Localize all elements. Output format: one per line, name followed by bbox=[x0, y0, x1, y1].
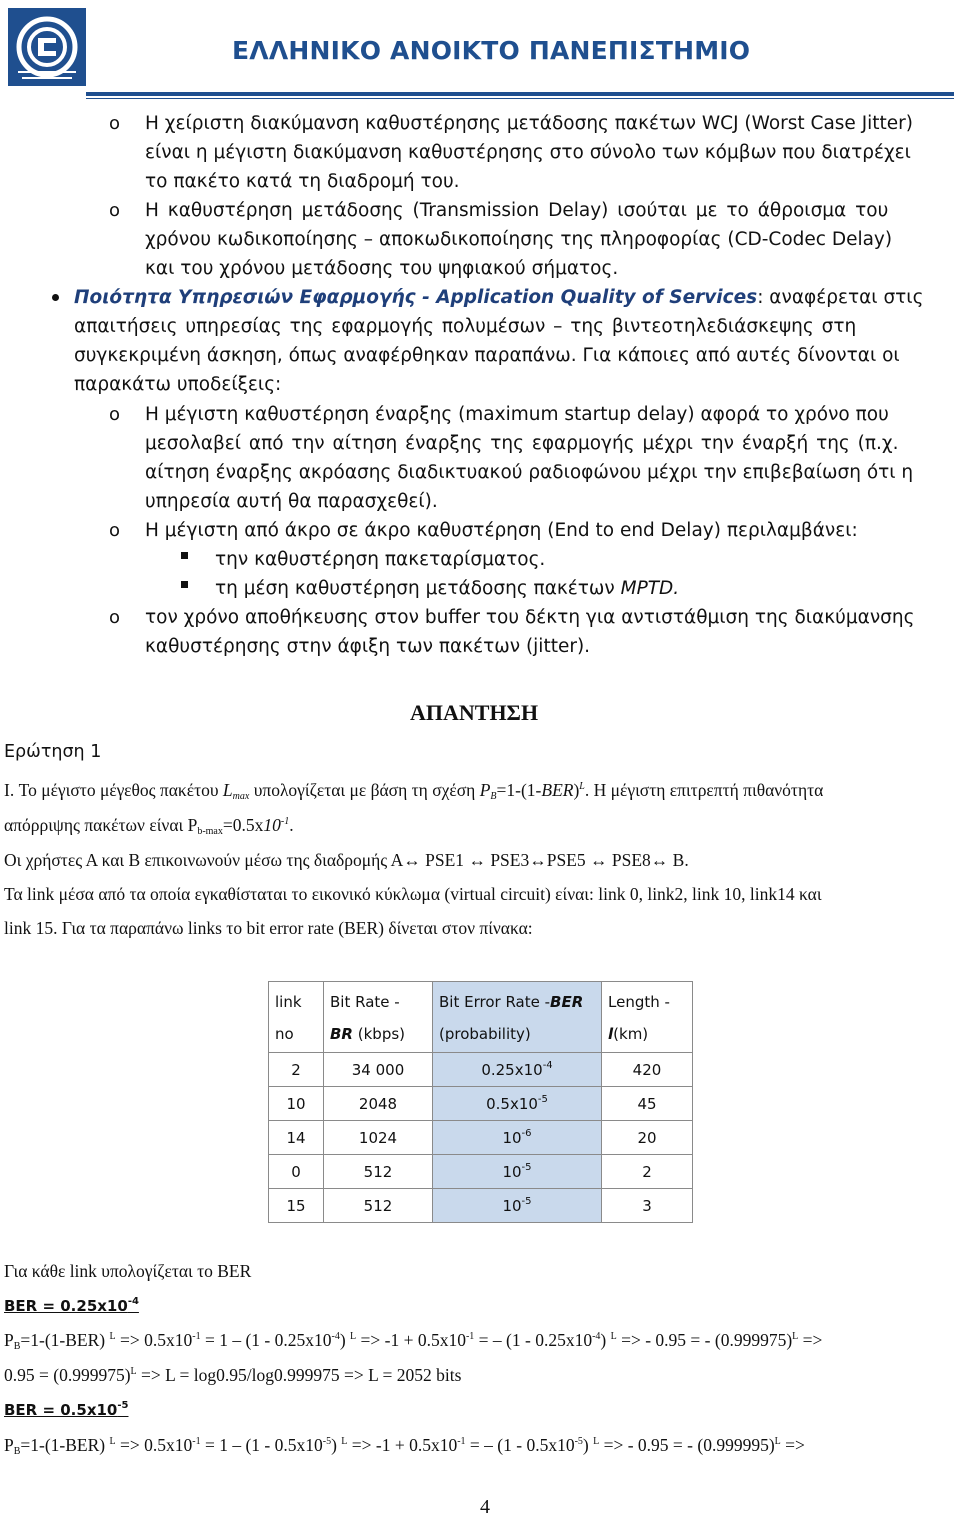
ber-heading-1 bbox=[4, 1292, 139, 1321]
ber-exp: -5 bbox=[521, 1195, 532, 1207]
cell-length: 2 bbox=[602, 1155, 693, 1189]
header-link-no bbox=[269, 982, 324, 1053]
header-text: Bit Rate - bbox=[330, 993, 400, 1011]
calc-line-1: $P_B=1-(1-BER) ^L => 0.5x10^{-1} = 1 - (1 - 0.25x10^{-4}) ^L => -1 + 0.5x10^{-1}$ = – $(1 - 0.25x10^{-4})$ $^L$ => - 0.95 = - $(0.999975)^L$ => bbox=[4, 1330, 823, 1352]
e2e-sub-2-text: τη μέση καθυστέρηση μετάδοσης πακέτων bbox=[215, 578, 621, 599]
table-row bbox=[269, 1087, 693, 1121]
table-row bbox=[269, 1189, 693, 1223]
p1-B: B bbox=[490, 791, 497, 802]
links-line-2: link 15. Για τα παραπάνω links το bit error rate (BER) δίνεται στον πίνακα: bbox=[4, 918, 533, 938]
ber-base: 10 bbox=[502, 1196, 522, 1215]
p1-text-e: . Η μέγιστη επιτρεπτή πιθανότητα bbox=[584, 780, 824, 800]
ber-base: 10 bbox=[502, 1162, 522, 1181]
p1-BER: BER bbox=[541, 780, 574, 800]
ber-heading-2 bbox=[4, 1396, 128, 1425]
header-divider bbox=[86, 92, 954, 96]
cell-bit-rate: 512 bbox=[324, 1155, 433, 1189]
calc-intro: Για κάθε link υπολογίζεται το BER bbox=[4, 1261, 252, 1281]
buffer-line-1: τον χρόνο αποθήκευσης στον buffer του δέκτη για αντιστάθμιση της διακύμανσης bbox=[145, 607, 915, 628]
cell-length: 420 bbox=[602, 1053, 693, 1087]
aq-line-1 bbox=[74, 283, 923, 312]
route-node: PSE1 bbox=[425, 850, 465, 870]
cell-bit-rate: 2048 bbox=[324, 1087, 433, 1121]
square-bullet bbox=[181, 581, 188, 588]
ber-heading-2-exp: -5 bbox=[117, 1400, 129, 1411]
header-text: (km) bbox=[613, 1025, 649, 1043]
aq-line-3: συγκεκριμένη άσκηση, όπως αναφέρθηκαν παραπάνω. Για κάποιες από αυτές δίνονται οι bbox=[74, 345, 900, 366]
aq-line-4: παρακάτω υποδείξεις: bbox=[74, 374, 282, 395]
p1-text-a: I. Το μέγιστο μέγεθος πακέτου bbox=[4, 780, 223, 800]
header-bit-rate bbox=[324, 982, 433, 1053]
arrow-icon: ↔ bbox=[650, 850, 669, 870]
p2-ten: 10 bbox=[263, 815, 281, 835]
startup-line-3: αίτηση έναρξης ακρόασης διαδικτυακού ραδιοφώνου μέχρι την επιβεβαίωση ότι η bbox=[145, 462, 914, 483]
p1-Lsup: L bbox=[579, 781, 585, 792]
header-text: link bbox=[275, 993, 302, 1011]
header-text: BER bbox=[550, 993, 584, 1011]
cell-bit-rate: 1024 bbox=[324, 1121, 433, 1155]
ber-base: 0.5x10 bbox=[486, 1094, 538, 1113]
e2e-line: Η μέγιστη από άκρο σε άκρο καθυστέρηση (End to end Delay) περιλαμβάνει: bbox=[145, 520, 858, 541]
cell-link: 14 bbox=[269, 1121, 324, 1155]
p2-text-d: . bbox=[289, 815, 294, 835]
aq-line-1-rest: : αναφέρεται στις bbox=[757, 287, 924, 308]
wcj-line-3: το πακέτο κατά τη διαδρομή του. bbox=[145, 171, 460, 192]
aq-title: Ποιότητα Υπηρεσιών Εφαρμογής - Application Quality of Services bbox=[74, 287, 758, 308]
sub-bullet-marker: o bbox=[109, 404, 121, 425]
route-line bbox=[4, 850, 689, 871]
arrow-icon: ↔ bbox=[529, 850, 547, 870]
aq-line-2: απαιτήσεις υπηρεσίας της εφαρμογής πολυμέσων – της βιντεοτηλεδιάσκεψης στη bbox=[74, 316, 857, 337]
header-divider-thin bbox=[86, 98, 954, 99]
cell-link: 10 bbox=[269, 1087, 324, 1121]
cell-ber bbox=[433, 1087, 602, 1121]
university-name: ΕΛΛΗΝΙΚΟ ΑΝΟΙΚΤΟ ΠΑΝΕΠΙΣΤΗΜΙΟ bbox=[232, 36, 751, 65]
cell-bit-rate: 512 bbox=[324, 1189, 433, 1223]
header-text: (probability) bbox=[439, 1025, 531, 1043]
cell-length: 3 bbox=[602, 1189, 693, 1223]
startup-line-1: Η μέγιστη καθυστέρηση έναρξης (maximum startup delay) αφορά το χρόνο που bbox=[145, 404, 889, 425]
header-text: l bbox=[608, 1025, 614, 1043]
route-node: PSE8 bbox=[611, 850, 651, 870]
p1-text-d: ) bbox=[573, 780, 580, 800]
table-row bbox=[269, 1155, 693, 1189]
calc-line-3: $P_B=1-(1-BER) ^L => 0.5x10^{-1} = 1 - (1 - 0.5x10^{-5}) ^L => -1 + 0.5x10^{-1}$ = – $(1 - 0.5x10^{-5})$ $^L$ => - 0.95 = - $(0.999995)^L$ => bbox=[4, 1435, 805, 1457]
header-text: BR bbox=[330, 1025, 353, 1043]
transmission-line-1: Η καθυστέρηση μετάδοσης (Transmission Delay) ισούται με το άθροισμα του bbox=[145, 200, 889, 221]
ber-heading-1-base: BER = 0.25x10 bbox=[4, 1297, 128, 1315]
ber-exp: -6 bbox=[521, 1127, 532, 1139]
header-text: (kbps) bbox=[352, 1025, 406, 1043]
transmission-line-2: χρόνου κωδικοποίησης – αποκωδικοποίησης της πληροφορίας (CD-Codec Delay) bbox=[145, 229, 893, 250]
bullet-dot bbox=[52, 294, 59, 301]
p2-sup: -1 bbox=[280, 816, 290, 827]
e2e-sub-2 bbox=[215, 574, 679, 603]
page-number: 4 bbox=[480, 1496, 490, 1518]
wcj-line-2: είναι η μέγιστη διακύμανση καθυστέρησης στο σύνολο των κόμβων που διατρέχει bbox=[145, 142, 911, 163]
wcj-line-1: Η χείριστη διακύμανση καθυστέρησης μετάδοσης πακέτων WCJ (Worst Case Jitter) bbox=[145, 113, 914, 134]
cell-length: 45 bbox=[602, 1087, 693, 1121]
cell-ber bbox=[433, 1053, 602, 1087]
cell-ber bbox=[433, 1155, 602, 1189]
p1-P: P bbox=[479, 780, 491, 800]
buffer-line-2: καθυστέρησης στην άφιξη των πακέτων (jitter). bbox=[145, 636, 591, 657]
arrow-icon: ↔ bbox=[468, 850, 486, 870]
cell-link: 0 bbox=[269, 1155, 324, 1189]
p2-text-a: απόρριψης πακέτων είναι P bbox=[4, 815, 198, 835]
logo-emblem-icon bbox=[8, 8, 86, 86]
startup-line-4: υπηρεσία αυτή θα παρασχεθεί). bbox=[145, 491, 438, 512]
ber-heading-1-exp: -4 bbox=[127, 1296, 139, 1307]
arrow-icon: ↔ bbox=[590, 850, 608, 870]
p2-text-b: =0.5x bbox=[222, 815, 264, 835]
header-ber bbox=[433, 982, 602, 1053]
header-text: Bit Error Rate - bbox=[439, 993, 551, 1011]
transmission-line-3: και του χρόνου μετάδοσης του ψηφιακού σήματος. bbox=[145, 258, 619, 279]
cell-link: 2 bbox=[269, 1053, 324, 1087]
p1-L: L bbox=[222, 780, 233, 800]
sub-bullet-marker: o bbox=[109, 113, 121, 134]
header-length bbox=[602, 982, 693, 1053]
table-row bbox=[269, 1121, 693, 1155]
cell-ber bbox=[433, 1189, 602, 1223]
p1-text-b: υπολογίζεται με βάση τη σχέση bbox=[249, 780, 480, 800]
startup-line-2: μεσολαβεί από την αίτηση έναρξης της εφαρμογής μέχρι την έναρξή της (π.χ. bbox=[145, 433, 899, 454]
e2e-sub-2-italic: MPTD. bbox=[620, 578, 680, 599]
cell-ber bbox=[433, 1121, 602, 1155]
ber-exp: -4 bbox=[542, 1059, 553, 1071]
links-line-1: Τα link μέσα από τα οποία εγκαθίσταται το εικονικό κύκλωμα (virtual circuit) είναι: link 0, link2, link 10, link14 και bbox=[4, 884, 822, 904]
table-row bbox=[269, 1053, 693, 1087]
sub-bullet-marker: o bbox=[109, 607, 121, 628]
cell-bit-rate: 34 000 bbox=[324, 1053, 433, 1087]
sub-bullet-marker: o bbox=[109, 200, 121, 221]
table-header-row bbox=[269, 982, 693, 1053]
question-label: Ερώτηση 1 bbox=[4, 742, 102, 762]
sub-bullet-marker: o bbox=[109, 520, 121, 541]
p1-text-c: =1-(1- bbox=[496, 780, 542, 800]
route-end: Β. bbox=[672, 850, 689, 870]
e2e-sub-1: την καθυστέρηση πακεταρίσματος. bbox=[215, 549, 546, 570]
p1-max: max bbox=[232, 791, 250, 802]
route-node: PSE3 bbox=[490, 850, 530, 870]
ber-exp: -5 bbox=[521, 1161, 532, 1173]
ber-table bbox=[268, 981, 693, 1223]
header-text: Length - bbox=[608, 993, 670, 1011]
cell-link: 15 bbox=[269, 1189, 324, 1223]
square-bullet bbox=[181, 552, 188, 559]
answer-p2 bbox=[4, 815, 294, 836]
ber-base: 0.25x10 bbox=[481, 1060, 543, 1079]
p2-sub: b-max bbox=[197, 826, 223, 837]
route-node: PSE5 bbox=[546, 850, 586, 870]
university-logo bbox=[8, 8, 86, 86]
route-text: Οι χρήστες Α και Β επικοινωνούν μέσω της διαδρομής Α bbox=[4, 850, 404, 870]
ber-base: 10 bbox=[502, 1128, 522, 1147]
arrow-icon: ↔ bbox=[403, 850, 421, 870]
answer-heading: ΑΠΑΝΤΗΣΗ bbox=[410, 700, 539, 725]
ber-heading-2-base: BER = 0.5x10 bbox=[4, 1401, 118, 1419]
calc-line-2: $0.95 = (0.999975)^L => L = \log 0.95/\log 0.999975 => L = 2052$ bits bbox=[4, 1365, 462, 1385]
answer-p1 bbox=[4, 780, 823, 801]
header-text: no bbox=[275, 1025, 294, 1043]
cell-length: 20 bbox=[602, 1121, 693, 1155]
ber-exp: -5 bbox=[537, 1093, 548, 1105]
